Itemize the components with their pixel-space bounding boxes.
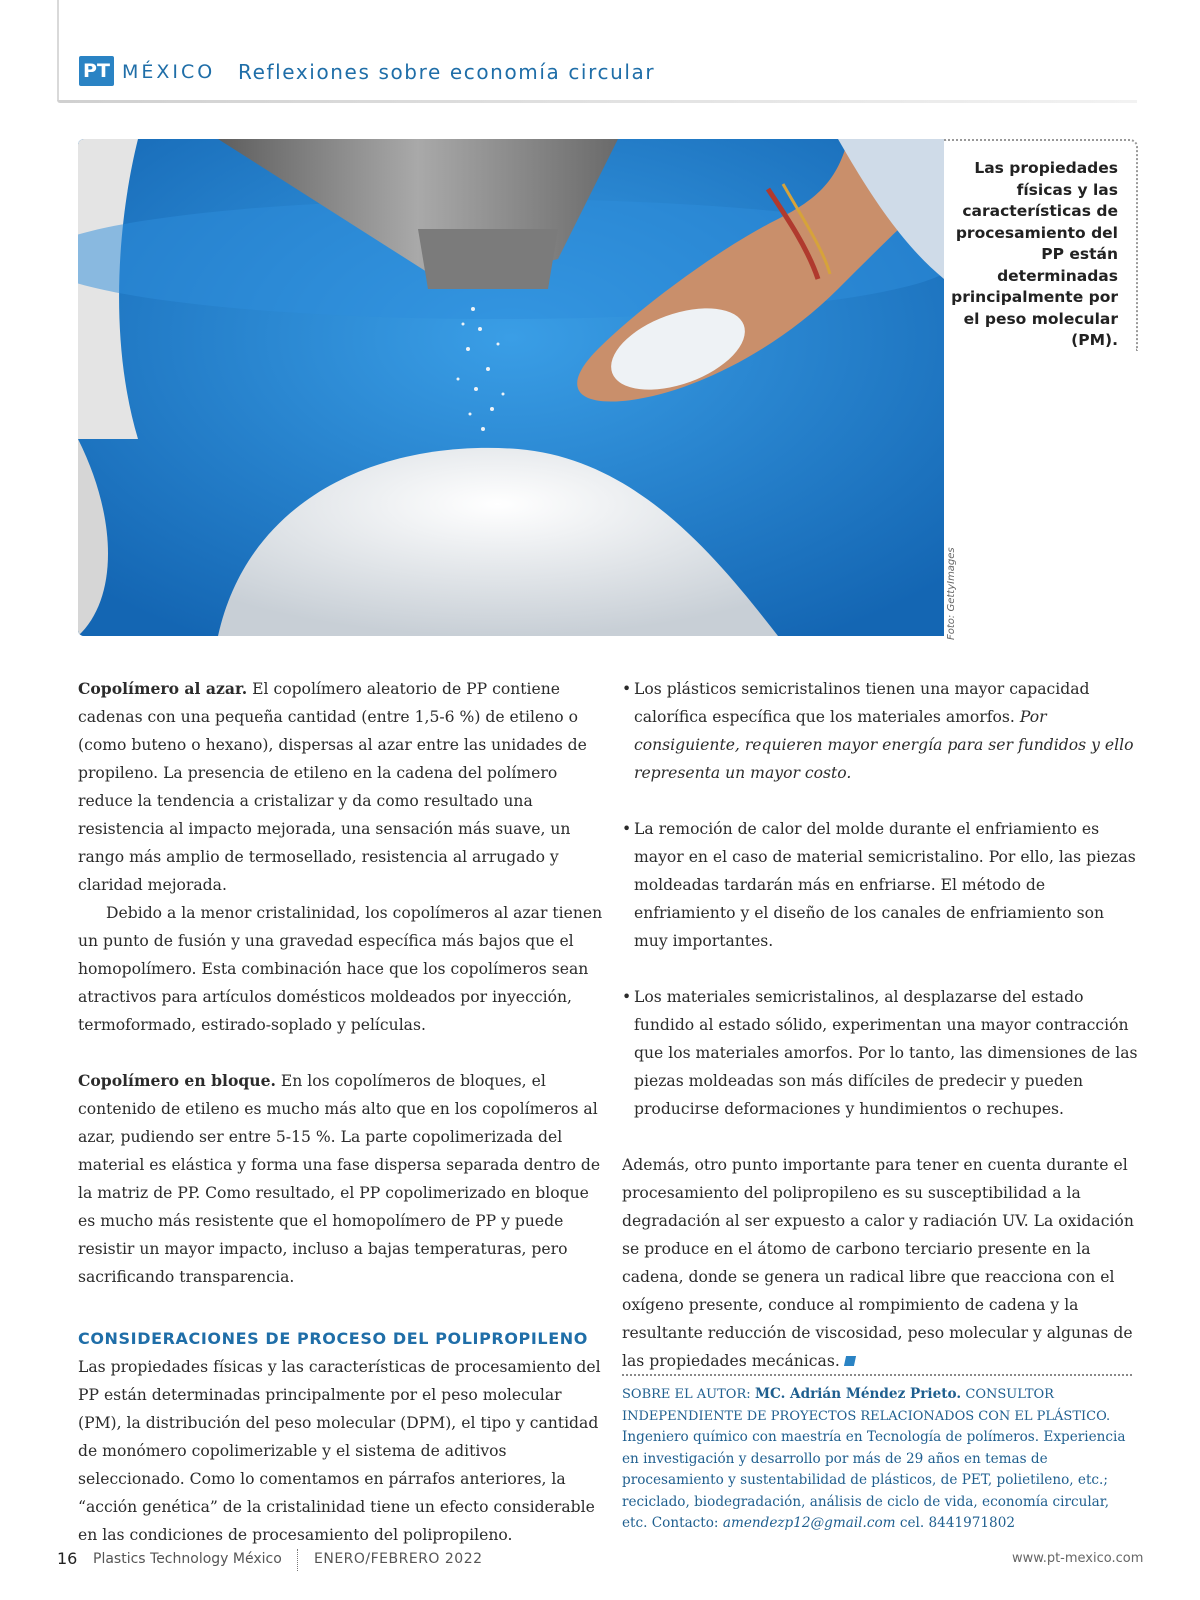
hero-photo (78, 139, 944, 636)
paragraph-degradation (622, 1151, 1142, 1375)
photo-caption: Las propiedades físicas y las características de procesamiento del PP están determinadas principalmente por el peso molecular (PM). (951, 159, 1118, 349)
header-rule-vertical (57, 0, 59, 100)
magazine-name: Plastics Technology México (93, 1551, 282, 1567)
author-email[interactable]: amendezp12@gmail.com (722, 1515, 896, 1531)
degradation-text: Además, otro punto importante para tener en cuenta durante el procesamiento del polipropileno es su susceptibilidad a la degradación al ser expuesto a calor y radiación UV. La oxidación se produce en el átomo de carbono terciario presente en la cadena, donde se genera un radical libre que reacciona con el oxígeno presente, conduce al rompimiento de cadena y la resultante reducción de viscosidad, peso molecular y algunas de las propiedades mecánicas. (622, 1156, 1134, 1370)
text-block-copolymer: En los copolímeros de bloques, el contenido de etileno es mucho más alto que en los copolímeros al azar, pudiendo ser entre 5-15 %. La parte copolimerizada del material es elástica y forma una fase dispersa separada dentro de la matriz de PP. Como resultado, el PP copolimerizado en bloque es mucho más resistente que el homopolímero de PP y puede resistir un mayor impacto, incluso a bajas temperaturas, pero sacrificando transparencia. (78, 1072, 601, 1286)
bullet-italic-text: Por consiguiente, requieren mayor energía para ser fundidos y ello representa un mayor costo. (634, 708, 1134, 782)
website-link[interactable]: www.pt-mexico.com (1012, 1551, 1144, 1566)
paragraph-processing: Las propiedades físicas y las características de procesamiento del PP están determinadas principalmente por el peso molecular (PM), la distribución del peso molecular (DPM), el tipo y cantidad de monómero copolimerizable y el sistema de aditivos seleccionado. Como lo comentamos en párrafos anteriores, la “acción genética” de la cristalinidad tiene un efecto considerable en las condiciones de procesamiento del polipropileno. (78, 1358, 601, 1544)
lead-random-copolymer: Copolímero al azar. (78, 679, 248, 698)
header-rule (57, 100, 1137, 103)
author-role: CONSULTOR INDEPENDIENTE DE PROYECTOS RELACIONADOS CON EL PLÁSTICO. (622, 1387, 1111, 1424)
text-random-copolymer: El copolímero aleatorio de PP contiene cadenas con una pequeña cantidad (entre 1,5-6 %) de etileno o (como buteno o hexano), dispersas al azar entre las unidades de propileno. La presencia de etileno en la cadena del polímero reduce la tendencia a cristalizar y da como resultado una resistencia al impacto mejorada, una sensación más suave, un rango más amplio de termosellado, resistencia al arrugado y claridad mejorada. (78, 680, 587, 894)
author-phone: cel. 8441971802 (895, 1515, 1016, 1531)
bullet-text: Los materiales semicristalinos, al desplazarse del estado fundido al estado sólido, experimentan una mayor contracción que los materiales amorfos. Por lo tanto, las dimensiones de las piezas moldeadas son más difíciles de predecir y pueden producirse deformaciones y hundimientos o rechupes. (634, 988, 1138, 1118)
left-column (78, 675, 606, 1549)
author-name: MC. Adrián Méndez Prieto. (754, 1386, 962, 1402)
bullet-item-heat-capacity (622, 675, 1142, 787)
pellets-illustration (78, 139, 944, 636)
author-bio: Ingeniero químico con maestría en Tecnología de polímeros. Experiencia en investigación y desarrollo por más de 29 años en temas de procesamiento y sustentabilidad de plásticos, de PET, polietileno, etc.; reciclado, biodegradación, análisis de ciclo de vida, economía circular, etc. Contacto: (622, 1429, 1126, 1531)
pt-logo: PT (79, 56, 114, 86)
bullet-dot: • (622, 988, 632, 1006)
bullet-item-heat-removal (622, 815, 1142, 955)
bullet-text: La remoción de calor del molde durante el enfriamiento es mayor en el caso de material semicristalino. Por ello, las piezas moldeadas tardarán más en enfriarse. El método de enfriamiento y el diseño de los canales de enfriamiento son muy importantes. (634, 820, 1136, 950)
end-mark-icon (844, 1356, 856, 1366)
bullet-dot: • (622, 680, 632, 698)
bullet-item-shrinkage (622, 983, 1142, 1123)
header-region: MÉXICO (122, 61, 216, 83)
lead-block-copolymer: Copolímero en bloque. (78, 1071, 276, 1090)
author-divider (622, 1374, 1132, 1376)
right-column (622, 675, 1142, 1375)
author-label: SOBRE EL AUTOR: (622, 1387, 751, 1402)
bullet-text: Los plásticos semicristalinos tienen una mayor capacidad calorífica específica que los materiales amorfos. (634, 680, 1090, 726)
paragraph-random-copolymer (78, 675, 606, 899)
paragraph-crystallinity: Debido a la menor cristalinidad, los copolímeros al azar tienen un punto de fusión y una gravedad específica más bajos que el homopolímero. Esta combinación hace que los copolímeros sean atractivos para artículos domésticos moldeados por inyección, termoformado, estirado-soplado y películas. (78, 904, 603, 1034)
photo-credit: Foto: GettyImages (946, 547, 957, 640)
author-box (622, 1384, 1137, 1535)
issue-date: ENERO/FEBRERO 2022 (314, 1551, 483, 1567)
paragraph-block-copolymer (78, 1067, 606, 1291)
bullet-dot: • (622, 820, 632, 838)
section-title: Reflexiones sobre economía circular (238, 60, 656, 84)
footer-separator (297, 1549, 298, 1571)
subheading: CONSIDERACIONES DE PROCESO DEL POLIPROPILENO (78, 1329, 588, 1348)
page-number: 16 (57, 1549, 78, 1568)
